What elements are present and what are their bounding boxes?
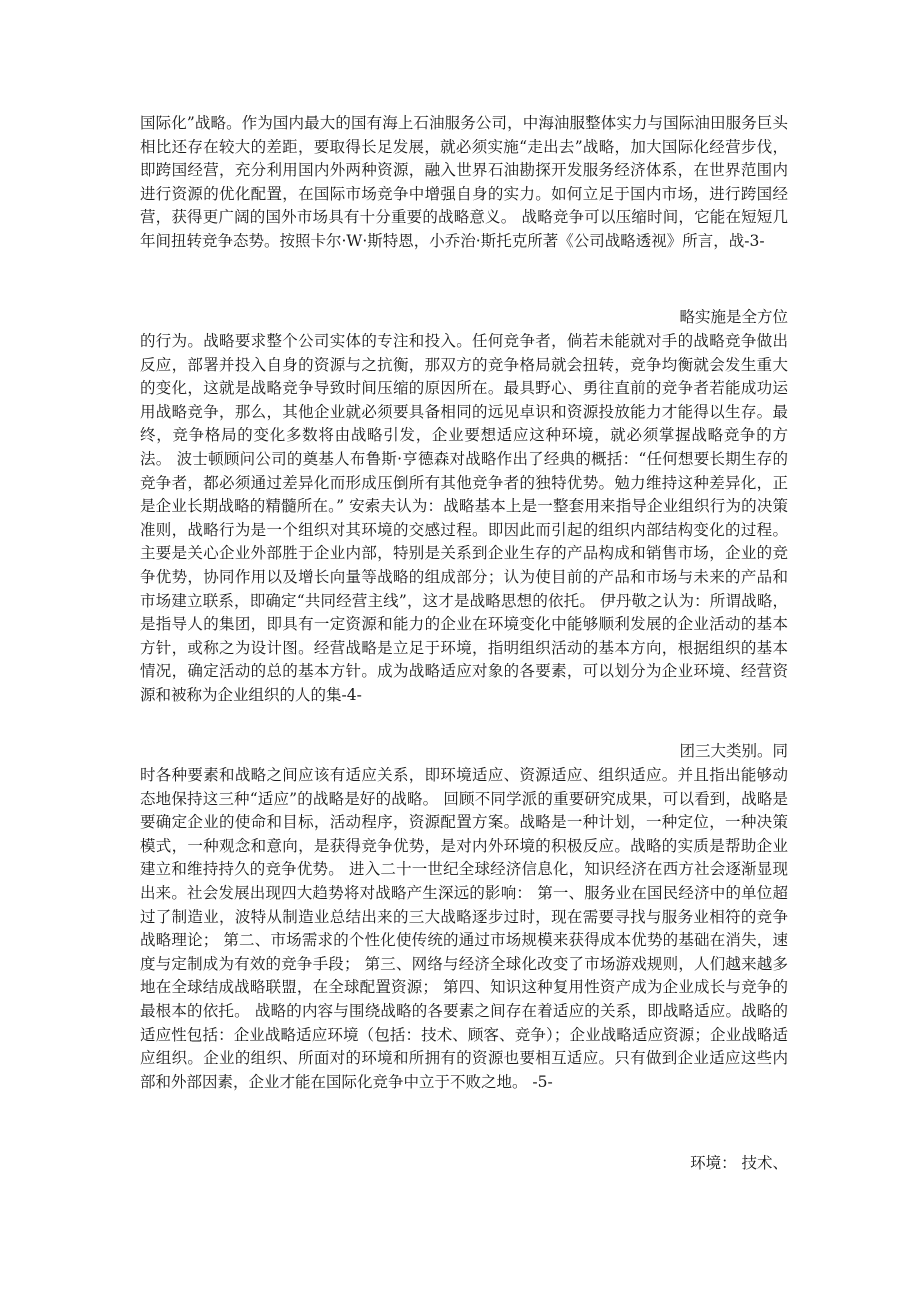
right-aligned-line-2: 团三大类别。同 (679, 742, 788, 760)
right-aligned-line-3: 环境： 技术、 (690, 1154, 788, 1172)
right-aligned-line-1: 略实施是全方位 (679, 308, 788, 326)
paragraph-block-2: 的行为。战略要求整个公司实体的专注和投入。任何竞争者，倘若未能就对手的战略竞争做出反应，部署并投入自身的资源与之抗衡，那双方的竞争格局就会扭转，竞争均衡就会发生重大的变化，这就是战略竞争导致时间压缩的原因所在。最具野心、勇往直前的竞争者若能成功运用战略竞争，那么，其他企业就必须要具备相同的远见卓识和资源投放能力才能得以生存。最终，竞争格局的变化多数将由战略引发，企业要想适应这种环境，就必须掌握战略竞争的方法。 波士顿顾问公司的奠基人布鲁斯·亨德森对战略作出了经典的概括：“任何想要长期生存的竞争者，都必须通过差异化而形成压倒所有其他竞争者的独特优势。勉力维持这种差异化，正是企业长期战略的精髓所在。” 安索夫认为：战略基本上是一整套用来指导企业组织行为的决策准则，战略行为是一个组织对其环境的交感过程。即因此而引起的组织内部结构变化的过程。主要是关心企业外部胜于企业内部，特别是关系到企业生存的产品构成和销售市场，企业的竞争优势，协同作用以及增长向量等战略的组成部分；认为使目前的产品和市场与未来的产品和市场建立联系，即确定“共同经营主线”，这才是战略思想的依托。 伊丹敬之认为：所谓战略，是指导人的集团，即具有一定资源和能力的企业在环境变化中能够顺利发展的企业活动的基本方针，或称之为设计图。经营战略是立足于环境，指明组织活动的基本方向，根据组织的基本情况，确定活动的总的基本方针。成为战略适应对象的各要素，可以划分为企业环境、经营资源和被称为企业组织的人的集-4- (140, 332, 788, 704)
paragraph-block-1: 国际化”战略。作为国内最大的国有海上石油服务公司，中海油服整体实力与国际油田服务巨头相比还存在较大的差距，要取得长足发展，就必须实施“走出去”战略，加大国际化经营步伐，即跨国经营，充分利用国内外两种资源，融入世界石油勘探开发服务经济体系，在世界范围内进行资源的优化配置，在国际市场竞争中增强自身的实力。如何立足于国内市场，进行跨国经营，获得更广阔的国外市场具有十分重要的战略意义。 战略竞争可以压缩时间，它能在短短几年间扭转竞争态势。按照卡尔·W·斯特恩，小乔治·斯托克所著《公司战略透视》所言，战-3- (140, 114, 788, 250)
paragraph-block-3: 时各种要素和战略之间应该有适应关系，即环境适应、资源适应、组织适应。并且指出能够动态地保持这三种“适应”的战略是好的战略。 回顾不同学派的重要研究成果，可以看到，战略是要确定企业的使命和目标，活动程序，资源配置方案。战略是一种计划，一种定位，一种决策模式，一种观念和意向，是获得竞争优势，是对内外环境的积极反应。战略的实质是帮助企业建立和维持持久的竞争优势。 进入二十一世纪全球经济信息化，知识经济在西方社会逐渐显现出来。社会发展出现四大趋势将对战略产生深远的影响： 第一、服务业在国民经济中的单位超过了制造业，波特从制造业总结出来的三大战略逐步过时，现在需要寻找与服务业相符的竞争战略理论； 第二、市场需求的个性化使传统的通过市场规模来获得成本优势的基础在消失，速度与定制成为有效的竞争手段； 第三、网络与经济全球化改变了市场游戏规则，人们越来越多地在全球结成战略联盟，在全球配置资源； 第四、知识这种复用性资产成为企业成长与竞争的最根本的依托。 战略的内容与围绕战略的各要素之间存在着适应的关系，即战略适应。战略的适应性包括：企业战略适应环境（包括：技术、顾客、竞争）；企业战略适应资源；企业战略适应组织。企业的组织、所面对的环境和所拥有的资源也要相互适应。只有做到企业适应这些内部和外部因素，企业才能在国际化竞争中立于不败之地。 -5- (140, 766, 788, 1091)
